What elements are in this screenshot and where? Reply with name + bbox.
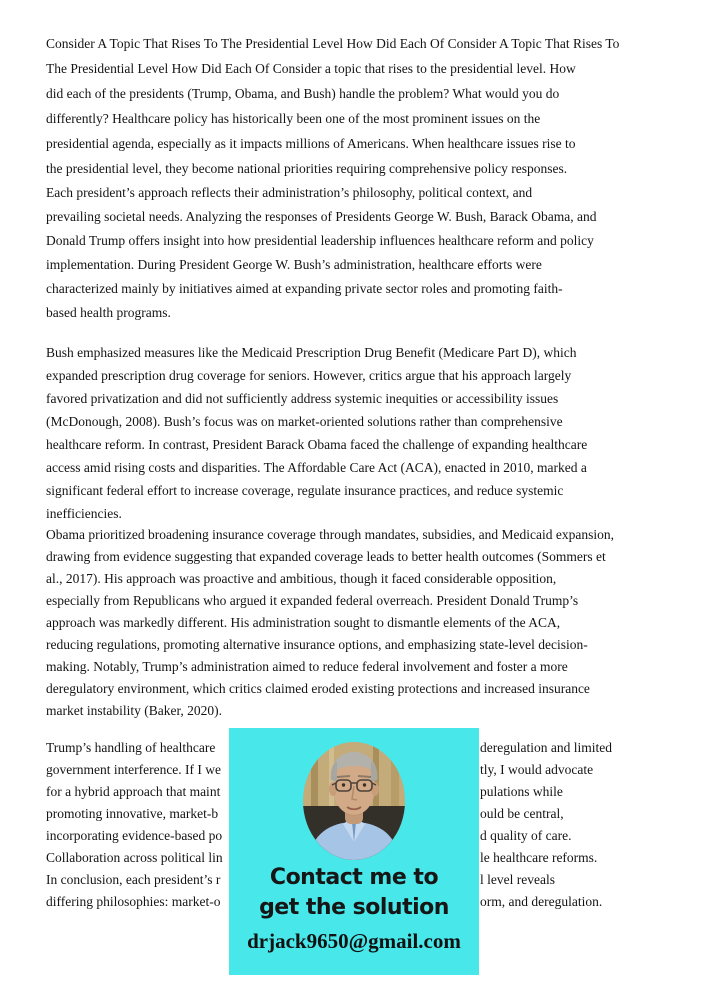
text-fragment-left: Collaboration across political lin (46, 850, 223, 865)
contact-ad-overlay (229, 728, 479, 975)
text-fragment-left: promoting innovative, market-b (46, 806, 219, 821)
text-line: Each president’s approach reflects their administration’s philosophy, political context, and (46, 185, 533, 200)
text-line: The Presidential Level How Did Each Of Consider a topic that rises to the presidential level. How (46, 61, 576, 76)
text-fragment-left: differing philosophies: market-o (46, 894, 221, 909)
text-line: presidential agenda, especially as it impacts millions of Americans. When healthcare issues rise to (46, 136, 576, 151)
text-line: favored privatization and did not sufficiently address systemic inequities or accessibility issues (46, 391, 559, 406)
paragraph-4 (46, 524, 614, 722)
text-line: implementation. During President George W. Bush’s administration, healthcare efforts were (46, 257, 542, 272)
text-line: inefficiencies. (46, 506, 122, 521)
text-line (46, 737, 612, 759)
paragraph-2 (46, 181, 597, 325)
text-fragment-left: incorporating evidence-based po (46, 828, 223, 843)
text-fragment-right: deregulation and limited (480, 740, 612, 755)
text-line: significant federal effort to increase coverage, regulate insurance practices, and reduce systemic (46, 483, 564, 498)
text-line: deregulatory environment, which critics claimed eroded existing protections and increased insurance (46, 681, 590, 696)
text-line: market instability (Baker, 2020). (46, 703, 223, 718)
paragraph-3 (46, 341, 587, 525)
text-fragment-left: In conclusion, each president’s r (46, 872, 221, 887)
text-fragment-left: for a hybrid approach that maint (46, 784, 221, 799)
text-line (46, 825, 572, 847)
ad-headline-line2: get the solution (259, 895, 449, 920)
text-line: reducing regulations, promoting alternative insurance options, and emphasizing state-level decision- (46, 637, 588, 652)
text-line: healthcare reform. In contrast, President Barack Obama faced the challenge of expanding healthcare (46, 437, 588, 452)
text-line: did each of the presidents (Trump, Obama, and Bush) handle the problem? What would you do (46, 86, 560, 101)
text-line (46, 781, 563, 803)
text-line: Consider A Topic That Rises To The Presidential Level How Did Each Of Consider A Topic That Rises To (46, 36, 620, 51)
text-fragment-right: orm, and deregulation. (480, 894, 603, 909)
paragraph-1 (46, 31, 619, 181)
text-line: based health programs. (46, 305, 171, 320)
text-line (46, 847, 598, 869)
text-fragment-right: pulations while (480, 784, 563, 799)
text-line (46, 759, 594, 781)
text-line: especially from Republicans who argued it expanded federal overreach. President Donald Trump’s (46, 593, 579, 608)
text-line: Donald Trump offers insight into how presidential leadership influences healthcare reform and policy (46, 233, 594, 248)
text-line: approach was markedly different. His administration sought to dismantle elements of the ACA, (46, 615, 561, 630)
text-line: prevailing societal needs. Analyzing the responses of Presidents George W. Bush, Barack Obama, and (46, 209, 597, 224)
text-line: expanded prescription drug coverage for seniors. However, critics argue that his approach largely (46, 368, 572, 383)
text-line: characterized mainly by initiatives aimed at expanding private sector roles and promoting faith- (46, 281, 563, 296)
text-fragment-right: ould be central, (480, 806, 564, 821)
text-line: access amid rising costs and disparities. The Affordable Care Act (ACA), enacted in 2010, marked a (46, 460, 587, 475)
tutor-avatar-photo-icon (303, 742, 405, 860)
text-line: differently? Healthcare policy has historically been one of the most prominent issues on the (46, 111, 541, 126)
text-fragment-right: l level reveals (480, 872, 555, 887)
text-line: al., 2017). His approach was proactive and ambitious, though it faced considerable opposition, (46, 571, 557, 586)
text-fragment-right: tly, I would advocate (480, 762, 594, 777)
text-fragment-left: government interference. If I we (46, 762, 222, 777)
text-line (46, 803, 564, 825)
text-line: drawing from evidence suggesting that expanded coverage leads to better health outcomes (Sommers et (46, 549, 606, 564)
text-line: (McDonough, 2008). Bush’s focus was on market-oriented solutions rather than comprehensive (46, 414, 563, 429)
text-line: Obama prioritized broadening insurance coverage through mandates, subsidies, and Medicaid expansion, (46, 527, 614, 542)
text-fragment-left: Trump’s handling of healthcare (46, 740, 216, 755)
text-line: making. Notably, Trump’s administration aimed to reduce federal involvement and foster a more (46, 659, 568, 674)
contact-email: drjack9650@gmail.com (247, 929, 461, 953)
text-line: the presidential level, they become national priorities requiring comprehensive policy responses. (46, 161, 568, 176)
text-line: Bush emphasized measures like the Medicaid Prescription Drug Benefit (Medicare Part D), which (46, 345, 577, 360)
text-fragment-right: d quality of care. (480, 828, 572, 843)
text-fragment-right: le healthcare reforms. (480, 850, 598, 865)
ad-headline-line1: Contact me to (269, 865, 439, 890)
